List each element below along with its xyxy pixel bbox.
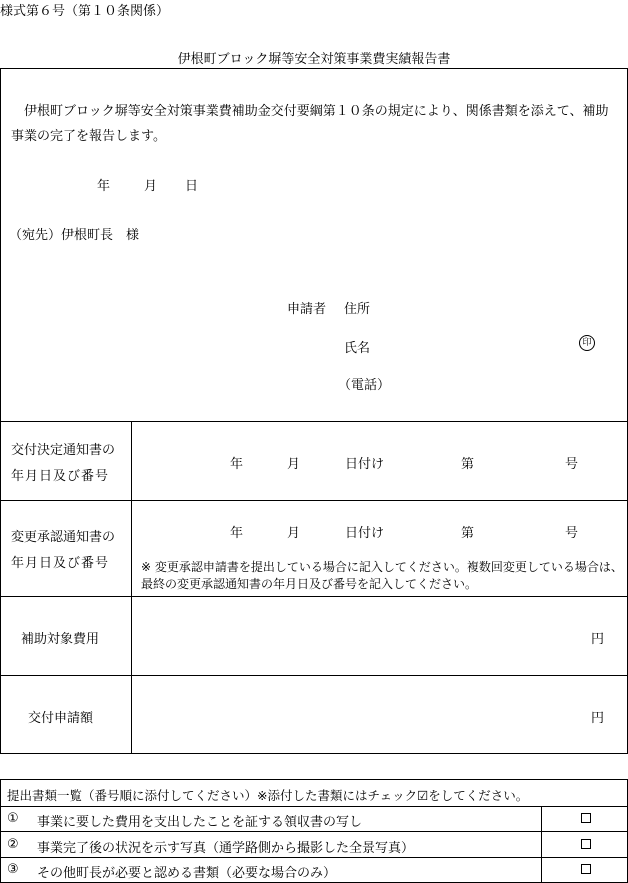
eligible-cost-unit: 円 (591, 632, 605, 647)
item-text: 事業に要した費用を支出したことを証する領収書の写し (37, 815, 363, 830)
change-no-prefix: 第 (461, 526, 475, 541)
change-no-suffix: 号 (565, 526, 579, 541)
change-year: 年 (230, 526, 244, 541)
decision-year: 年 (230, 457, 244, 472)
date-month: 月 (144, 179, 158, 194)
form-number: 様式第６号（第１０条関係） (0, 4, 170, 19)
item-text: その他町長が必要と認める書類（必要な場合のみ） (37, 866, 337, 881)
change-note (141, 559, 623, 593)
item-number: ② (7, 837, 19, 852)
applicant-label: 申請者 (287, 302, 327, 317)
note-mark: ※ (141, 560, 152, 574)
decision-notice-label-1: 交付決定通知書の (11, 443, 116, 458)
row-divider (1, 831, 627, 832)
item-checkbox[interactable] (581, 813, 591, 823)
report-form (0, 68, 628, 754)
item-number: ③ (7, 862, 19, 877)
change-dated: 日付け (345, 526, 385, 541)
decision-month: 月 (287, 457, 301, 472)
change-notice-label-2: 年月日及び番号 (11, 556, 110, 571)
name-label: 氏名 (344, 341, 371, 356)
row-divider (1, 596, 627, 597)
item-text: 事業完了後の状況を示す写真（通学路側から撮影した全景写真） (37, 841, 415, 856)
grant-amount-label: 交付申請額 (28, 711, 94, 726)
row-divider (1, 675, 627, 676)
grant-amount-unit: 円 (591, 711, 605, 726)
item-number: ① (7, 811, 19, 826)
documents-header: 提出書類一覧（番号順に添付してください）※添付した書類にはチェック☑をしてください。 (7, 788, 529, 803)
decision-notice-label-2: 年月日及び番号 (11, 469, 110, 484)
column-divider (131, 421, 132, 754)
change-notice-label-1: 変更承認通知書の (11, 530, 116, 545)
row-divider (1, 857, 627, 858)
date-year: 年 (97, 179, 111, 194)
addressee: （宛先）伊根町長 様 (9, 228, 140, 243)
item-checkbox[interactable] (581, 864, 591, 874)
declaration-text: 伊根町ブロック塀等安全対策事業費補助金交付要綱第１０条の規定により、関係書類を添えて、補助事業の完了を報告します。 (11, 104, 609, 144)
row-divider (1, 500, 627, 501)
document-title: 伊根町ブロック塀等安全対策事業費実績報告書 (177, 52, 451, 67)
decision-no-suffix: 号 (565, 457, 579, 472)
row-divider (1, 421, 627, 422)
phone-label: （電話） (338, 378, 391, 393)
documents-list (0, 779, 628, 883)
address-label: 住所 (344, 302, 371, 317)
note-text: 変更承認申請書を提出している場合に記入してください。複数回変更している場合は、最終の変更承認通知書の年月日及び番号を記入してください。 (141, 560, 623, 591)
date-day: 日 (185, 179, 199, 194)
column-divider (541, 806, 542, 882)
decision-dated: 日付け (345, 457, 385, 472)
decision-no-prefix: 第 (461, 457, 475, 472)
row-divider (1, 806, 627, 807)
change-month: 月 (287, 526, 301, 541)
item-checkbox[interactable] (581, 839, 591, 849)
seal-mark: 印 (579, 335, 595, 351)
eligible-cost-label: 補助対象費用 (21, 632, 100, 647)
